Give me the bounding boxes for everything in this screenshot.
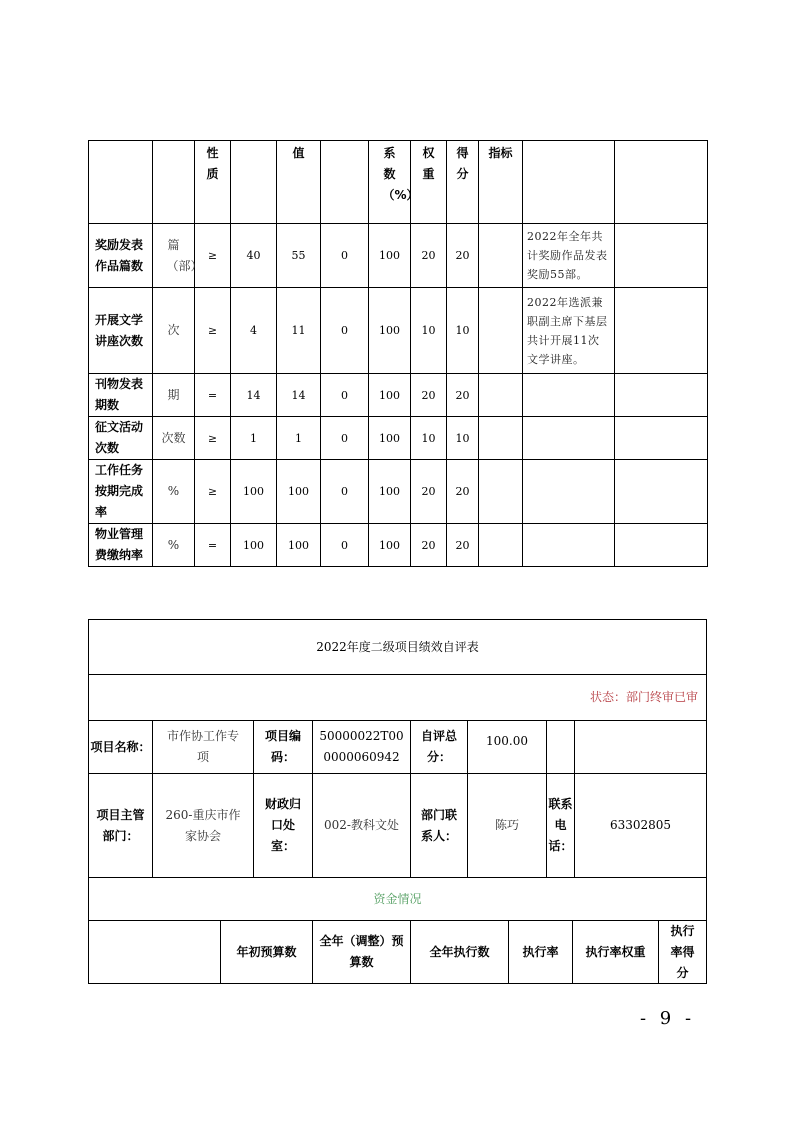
table-row: [89, 288, 708, 374]
finance-office-label: 财政归口处室：: [254, 774, 313, 878]
header-coef: 系数（%）: [369, 141, 411, 224]
indicator-zero: 0: [321, 224, 369, 288]
indicator-unit: %: [153, 524, 195, 567]
phone-value: 63302805: [575, 774, 706, 878]
funds-header-executed: 全年执行数: [411, 921, 509, 983]
indicator-score: 10: [447, 417, 479, 460]
total-score-value: 100.00: [468, 721, 547, 774]
funds-header-initial-budget: 年初预算数: [221, 921, 313, 983]
project-code-value: 50000022T000000060942: [313, 721, 411, 774]
indicator-score: 20: [447, 374, 479, 417]
indicator-table: [88, 140, 708, 567]
project-name-label: 项目名称：: [89, 721, 153, 774]
indicator-coef: 100: [369, 417, 411, 460]
phone-label: 联系电话：: [547, 774, 575, 878]
indicator-unit: 次: [153, 288, 195, 374]
contact-value: 陈巧: [468, 774, 547, 878]
header-score: 得分: [447, 141, 479, 224]
indicator-empty: [479, 374, 523, 417]
indicator-empty: [479, 224, 523, 288]
header-blank: [321, 141, 369, 224]
indicator-weight: 20: [411, 374, 447, 417]
indicator-name: 刊物发表期数: [89, 374, 153, 417]
indicator-target: 14: [231, 374, 277, 417]
indicator-note: [523, 460, 615, 524]
blank-cell: [547, 721, 575, 774]
indicator-operator: =: [195, 374, 231, 417]
self-evaluation-form: [88, 619, 707, 984]
indicator-zero: 0: [321, 460, 369, 524]
indicator-target: 100: [231, 524, 277, 567]
indicator-unit: 期: [153, 374, 195, 417]
indicator-operator: =: [195, 524, 231, 567]
indicator-empty: [479, 288, 523, 374]
indicator-empty: [479, 460, 523, 524]
indicator-actual: 11: [277, 288, 321, 374]
funds-header-rate-score: 执行率得分: [670, 923, 695, 980]
indicator-score: 20: [447, 460, 479, 524]
indicator-empty: [615, 417, 708, 460]
indicator-coef: 100: [369, 288, 411, 374]
contact-label: 部门联系人：: [411, 774, 468, 878]
indicator-name: 物业管理费缴纳率: [89, 524, 153, 567]
indicator-operator: ≥: [195, 224, 231, 288]
indicator-name: 征文活动次数: [89, 417, 153, 460]
status-text: 状态：部门终审已审: [89, 675, 706, 721]
indicator-zero: 0: [321, 374, 369, 417]
header-value: 值: [277, 141, 321, 224]
indicator-actual: 14: [277, 374, 321, 417]
indicator-note: 2022年选派兼职副主席下基层共计开展11次文学讲座。: [523, 288, 615, 374]
indicator-coef: 100: [369, 224, 411, 288]
table-row: [89, 374, 708, 417]
indicator-target: 4: [231, 288, 277, 374]
indicator-coef: 100: [369, 460, 411, 524]
indicator-weight: 10: [411, 288, 447, 374]
indicator-name: 开展文学讲座次数: [89, 288, 153, 374]
indicator-empty: [615, 374, 708, 417]
department-label: 项目主管部门：: [89, 774, 153, 878]
indicator-note: [523, 417, 615, 460]
project-name-value: 市作协工作专项: [153, 721, 254, 774]
indicator-note: 2022年全年共计奖励作品发表奖励55部。: [523, 224, 615, 288]
header-indicator: 指标: [479, 141, 523, 224]
indicator-actual: 55: [277, 224, 321, 288]
indicator-score: 20: [447, 524, 479, 567]
funds-header-rate-weight: 执行率权重: [573, 921, 659, 983]
header-blank: [231, 141, 277, 224]
indicator-zero: 0: [321, 524, 369, 567]
indicator-score: 10: [447, 288, 479, 374]
table-row: [89, 224, 708, 288]
indicator-name: 奖励发表作品篇数: [89, 224, 153, 288]
header-blank: [89, 141, 153, 224]
funds-section-title: 资金情况: [89, 878, 706, 921]
form-title: 2022年度二级项目绩效自评表: [89, 620, 706, 675]
indicator-score: 20: [447, 224, 479, 288]
indicator-unit: 篇（部）: [153, 224, 195, 288]
indicator-unit: 次数: [153, 417, 195, 460]
indicator-note: [523, 374, 615, 417]
header-blank: [615, 141, 708, 224]
indicator-target: 100: [231, 460, 277, 524]
finance-office-value: 002-教科文处: [313, 774, 411, 878]
project-code-label: 项目编码：: [254, 721, 313, 774]
indicator-note: [523, 524, 615, 567]
funds-header-exec-rate: 执行率: [509, 921, 573, 983]
indicator-operator: ≥: [195, 417, 231, 460]
blank-cell: [89, 921, 221, 983]
funds-header-adjusted-budget: 全年（调整）预算数: [313, 921, 411, 983]
table-row: [89, 417, 708, 460]
indicator-empty: [615, 460, 708, 524]
indicator-actual: 100: [277, 460, 321, 524]
indicator-zero: 0: [321, 417, 369, 460]
header-blank: [153, 141, 195, 224]
indicator-header-row: [89, 141, 708, 224]
blank-cell: [575, 721, 706, 774]
indicator-empty: [479, 417, 523, 460]
indicator-zero: 0: [321, 288, 369, 374]
indicator-actual: 1: [277, 417, 321, 460]
indicator-empty: [615, 524, 708, 567]
indicator-empty: [615, 288, 708, 374]
indicator-unit: %: [153, 460, 195, 524]
indicator-weight: 10: [411, 417, 447, 460]
header-nature: 性质: [195, 141, 231, 224]
indicator-actual: 100: [277, 524, 321, 567]
header-weight: 权重: [411, 141, 447, 224]
indicator-operator: ≥: [195, 288, 231, 374]
page-number: - 9 -: [640, 1008, 696, 1029]
indicator-target: 40: [231, 224, 277, 288]
indicator-empty: [479, 524, 523, 567]
total-score-label: 自评总分：: [411, 721, 468, 774]
indicator-weight: 20: [411, 460, 447, 524]
table-row: [89, 524, 708, 567]
indicator-coef: 100: [369, 524, 411, 567]
department-value: 260-重庆市作家协会: [153, 774, 254, 878]
indicator-coef: 100: [369, 374, 411, 417]
header-blank: [523, 141, 615, 224]
indicator-target: 1: [231, 417, 277, 460]
indicator-empty: [615, 224, 708, 288]
indicator-name: 工作任务按期完成率: [89, 460, 153, 524]
table-row: [89, 460, 708, 524]
indicator-weight: 20: [411, 224, 447, 288]
indicator-operator: ≥: [195, 460, 231, 524]
indicator-weight: 20: [411, 524, 447, 567]
